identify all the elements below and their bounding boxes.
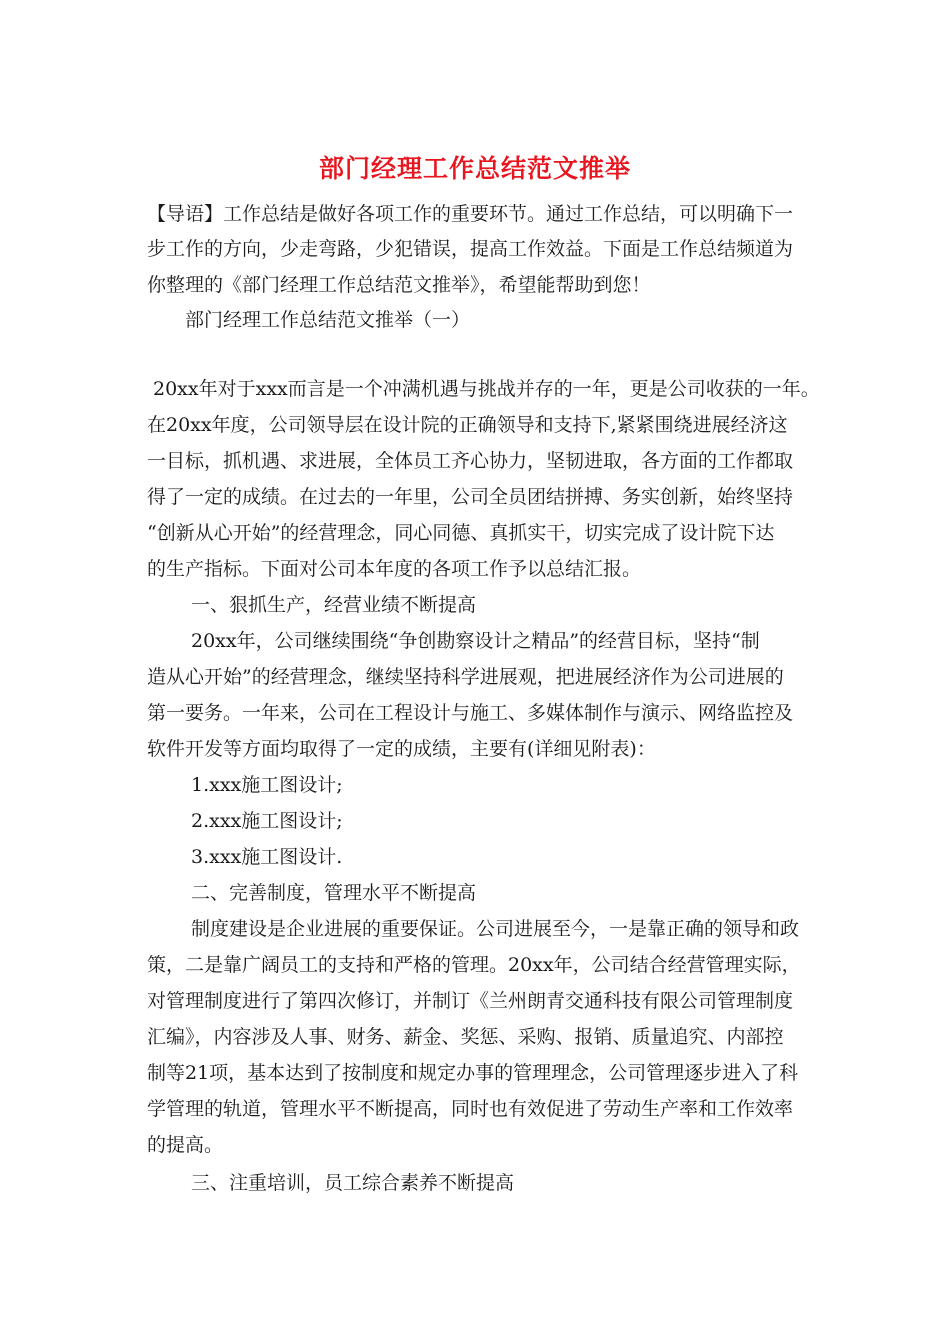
section-heading: 三、注重培训，员工综合素养不断提高 <box>191 1172 515 1194</box>
text-line: 汇编》，内容涉及人事、财务、薪金、奖惩、采购、报销、质量追究、内部控 <box>147 1026 784 1048</box>
section-heading: 一、狠抓生产，经营业绩不断提高 <box>191 594 477 616</box>
text-line: 【导语】工作总结是做好各项工作的重要环节。通过工作总结，可以明确下一 <box>147 203 794 225</box>
text-line: 20xx年，公司继续围绕“争创勘察设计之精品”的经营目标，坚持“制 <box>191 630 760 652</box>
text-line: 步工作的方向，少走弯路，少犯错误，提高工作效益。下面是工作总结频道为 <box>147 238 794 260</box>
text-line: 一目标，抓机遇、求进展，全体员工齐心协力，坚韧进取，各方面的工作都取 <box>147 450 794 472</box>
text-line: 部门经理工作总结范文推举（一） <box>185 309 471 331</box>
text-line: 的生产指标。下面对公司本年度的各项工作予以总结汇报。 <box>147 558 642 580</box>
list-item: 2.xxx施工图设计; <box>191 810 343 832</box>
text-line: 学管理的轨道，管理水平不断提高，同时也有效促进了劳动生产率和工作效率 <box>147 1098 794 1120</box>
text-line: 对管理制度进行了第四次修订，并制订《兰州朗青交通科技有限公司管理制度 <box>147 990 794 1012</box>
text-line: 你整理的《部门经理工作总结范文推举》，希望能帮助到您！ <box>147 274 651 296</box>
text-line: 得了一定的成绩。在过去的一年里，公司全员团结拼搏、务实创新，始终坚持 <box>147 486 794 508</box>
text-line: 策，二是靠广阔员工的支持和严格的管理。20xx年，公司结合经营管理实际， <box>147 954 801 976</box>
section-heading: 二、完善制度，管理水平不断提高 <box>191 882 477 904</box>
text-line: 制度建设是企业进展的重要保证。公司进展至今，一是靠正确的领导和政 <box>191 918 800 940</box>
text-line: 制等21项，基本达到了按制度和规定办事的管理理念，公司管理逐步进入了科 <box>147 1062 799 1084</box>
text-line: 第一要务。一年来，公司在工程设计与施工、多媒体制作与演示、网络监控及 <box>147 702 794 724</box>
text-line: 软件开发等方面均取得了一定的成绩，主要有(详细见附表)： <box>147 738 656 760</box>
text-line: 在20xx年度，公司领导层在设计院的正确领导和支持下,紧紧围绕进展经济这 <box>147 414 788 436</box>
text-line: 20xx年对于xxx而言是一个冲满机遇与挑战并存的一年，更是公司收获的一年。 <box>153 378 820 400</box>
text-line: “创新从心开始”的经营理念，同心同德、真抓实干，切实完成了设计院下达 <box>147 522 775 544</box>
list-item: 1.xxx施工图设计; <box>191 774 343 796</box>
text-line: 造从心开始”的经营理念，继续坚持科学进展观，把进展经济作为公司进展的 <box>147 666 784 688</box>
text-line: 的提高。 <box>147 1134 224 1156</box>
list-item: 3.xxx施工图设计. <box>191 846 343 868</box>
document-title: 部门经理工作总结范文推举 <box>318 154 631 183</box>
